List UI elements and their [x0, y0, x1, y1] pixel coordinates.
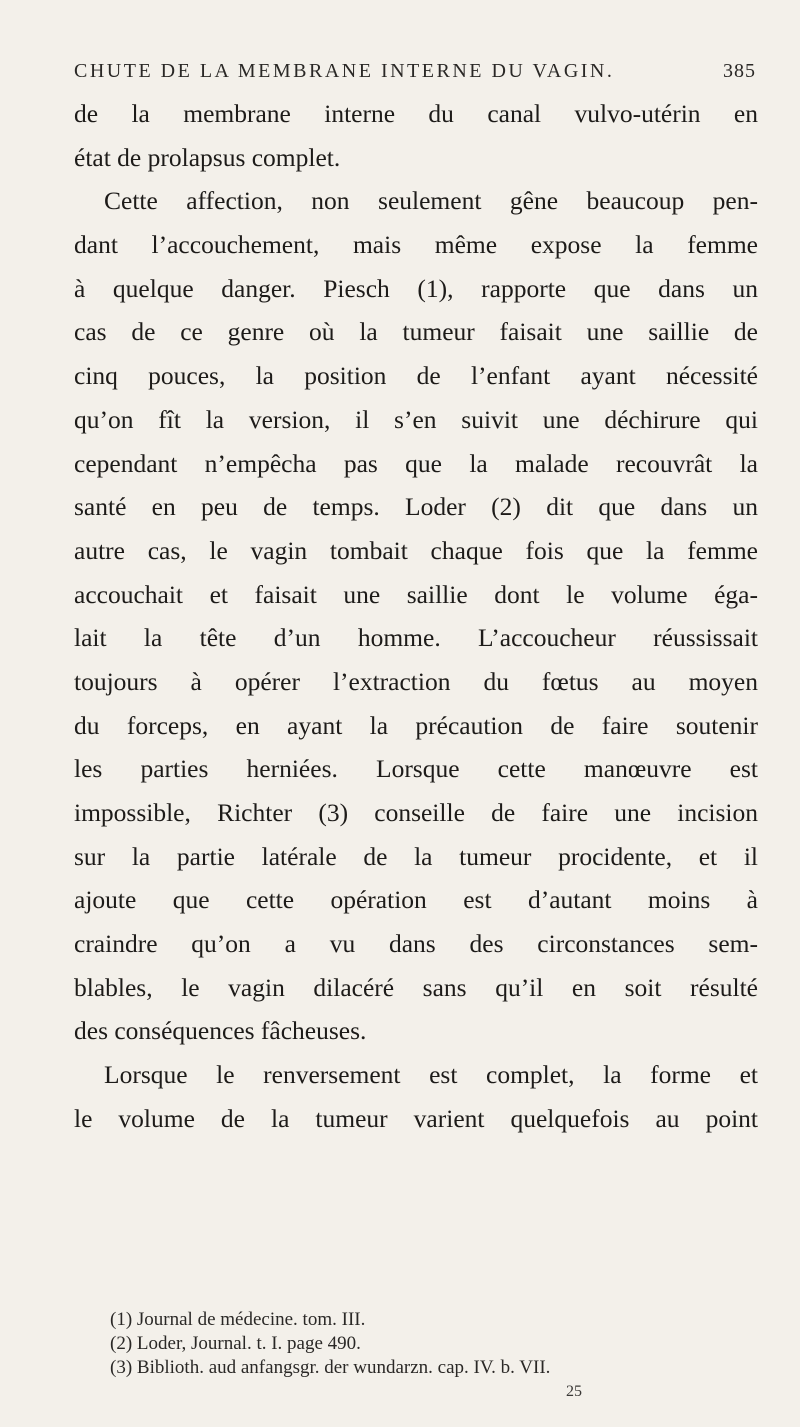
text-line: Lorsque le renversement est complet, la forme et: [104, 1060, 758, 1090]
body-text: [74, 92, 758, 1141]
text-line: à quelque danger. Piesch (1), rapporte que dans un: [74, 273, 758, 303]
page-number: 385: [723, 60, 756, 82]
text-line: blables, le vagin dilacéré sans qu’il en soit résulté: [74, 972, 758, 1002]
text-line: impossible, Richter (3) conseille de faire une incision: [74, 798, 758, 827]
text-line: cependant n’empêcha pas que la malade recouvrât la: [74, 448, 758, 478]
text-line: dant l’accouchement, mais même expose la femme: [74, 230, 758, 260]
text-line: ajoute que cette opération est d’autant moins à: [74, 885, 758, 915]
signature-mark: 25: [566, 1383, 582, 1400]
text-line: le volume de la tumeur varient quelquefois au point: [74, 1103, 758, 1133]
text-line: Cette affection, non seulement gêne beaucoup pen-: [104, 186, 758, 216]
text-line: craindre qu’on a vu dans des circonstances sem-: [74, 929, 758, 959]
text-line: des conséquences fâcheuses.: [74, 1016, 367, 1046]
text-line: autre cas, le vagin tombait chaque fois que la femme: [74, 535, 758, 565]
text-line: cas de ce genre où la tumeur faisait une saillie de: [74, 317, 758, 347]
footnote: (2) Loder, Journal. t. I. page 490.: [110, 1333, 361, 1354]
text-line: sur la partie latérale de la tumeur procidente, et il: [74, 841, 758, 871]
text-line: cinq pouces, la position de l’enfant ayant nécessité: [74, 361, 758, 391]
text-line: état de prolapsus complet.: [74, 142, 341, 172]
text-line: accouchait et faisait une saillie dont le volume éga-: [74, 579, 758, 609]
running-head-title: CHUTE DE LA MEMBRANE INTERNE DU VAGIN.: [74, 60, 615, 82]
text-line: toujours à opérer l’extraction du fœtus au moyen: [74, 666, 758, 696]
text-line: lait la tête d’un homme. L’accoucheur réussissait: [74, 623, 758, 653]
text-line: du forceps, en ayant la précaution de faire soutenir: [74, 710, 758, 740]
footnote: (3) Biblioth. aud anfangsgr. der wundarzn. cap. IV. b. VII.: [110, 1357, 551, 1378]
footnotes: [110, 1308, 760, 1380]
text-line: santé en peu de temps. Loder (2) dit que dans un: [74, 492, 758, 522]
footnote: (1) Journal de médecine. tom. III.: [110, 1309, 366, 1330]
text-line: les parties herniées. Lorsque cette manœuvre est: [74, 754, 758, 784]
text-line: qu’on fît la version, il s’en suivit une déchirure qui: [74, 404, 758, 434]
text-line: de la membrane interne du canal vulvo-utérin en: [74, 99, 758, 128]
